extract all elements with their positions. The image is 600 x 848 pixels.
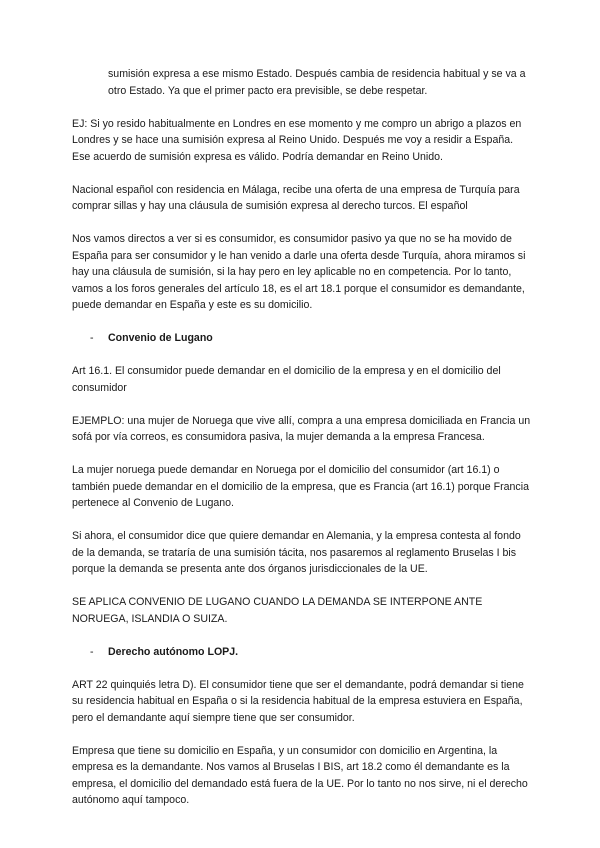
paragraph-malaga-turquia: Nacional español con residencia en Málaga, recibe una oferta de una empresa de Turquía para comprar sillas y hay una cláusula de sumisión expresa al derecho turcos. El español	[72, 183, 520, 212]
paragraph-art-22-quinquies: ART 22 quinquiés letra D). El consumidor tiene que ser el demandante, podrá demandar si tiene su residencia habitual en España o si la residencia habitual de la empresa estuviera en España, pero el demandante aquí siempre tiene que ser consumidor.	[72, 678, 524, 724]
paragraph-ejemplo-noruega: EJEMPLO: una mujer de Noruega que vive allí, compra a una empresa domiciliada en Francia un sofá por vía correos, es consumidora pasiva, la mujer demanda a la empresa Francesa.	[72, 414, 531, 443]
paragraph-se-aplica-lugano: SE APLICA CONVENIO DE LUGANO CUANDO LA DEMANDA SE INTERPONE ANTE NORUEGA, ISLANDIA O SUIZA.	[72, 596, 483, 625]
bullet-dash: -	[90, 332, 94, 344]
paragraph-sumision-continuation: sumisión expresa a ese mismo Estado. Después cambia de residencia habitual y se va a otro Estado. Ya que el primer pacto era previsible, se debe respetar.	[108, 68, 526, 97]
document-page	[72, 66, 532, 809]
paragraph-mujer-noruega: La mujer noruega puede demandar en Noruega por el domicilio del consumidor (art 16.1) o también puede demandar en el domicilio de la empresa, que es Francia (art 16.1) porque Francia pertenece al Convenio de Lugano.	[72, 464, 529, 509]
paragraph-alemania-sumision-tacita: Si ahora, el consumidor dice que quiere demandar en Alemania, y la empresa contesta al fondo de la demanda, se trataría de una sumisión tácita, nos pasaremos al reglamento Bruselas I bis porque la demanda se presenta ante dos órganos jurisdiccionales de la UE.	[72, 530, 521, 575]
bullet-dash: -	[90, 645, 94, 658]
heading-derecho-autonomo	[72, 644, 532, 661]
paragraph-consumidor-pasivo: Nos vamos directos a ver si es consumidor, es consumidor pasivo ya que no se ha movido de España para ser consumidor y le han venido a darle una oferta desde Turquía, ahora miramos si hay una cláusula de sumisión, si la hay pero en ley aplicable no en competencia. Por lo tanto, vamos a los foros generales del artículo 18, es el art 18.1 porque el consumidor es demandante, puede demandar en España y este es su domicilio.	[72, 233, 526, 311]
heading-convenio-lugano	[72, 330, 532, 347]
heading-text: Derecho autónomo LOPJ.	[108, 645, 239, 658]
heading-text: Convenio de Lugano	[108, 332, 213, 344]
paragraph-empresa-argentina: Empresa que tiene su domicilio en España, y un consumidor con domicilio en Argentina, la empresa es la demandante. Nos vamos al Bruselas I BIS, art 18.2 como él demandante es la empresa, el domicilio del demandado está fuera de la UE. Por lo tanto no nos sirve, ni el derecho autónomo aquí tampoco.	[72, 744, 528, 806]
paragraph-example-londres: EJ: Si yo resido habitualmente en Londres en ese momento y me compro un abrigo a plazos en Londres y se hace una sumisión expresa al Reino Unido. Después me voy a residir a España. Ese acuerdo de sumisión expresa es válido. Podría demandar en Reino Unido.	[72, 117, 522, 163]
paragraph-art-16-1: Art 16.1. El consumidor puede demandar en el domicilio de la empresa y en el domicilio del consumidor	[72, 365, 501, 394]
